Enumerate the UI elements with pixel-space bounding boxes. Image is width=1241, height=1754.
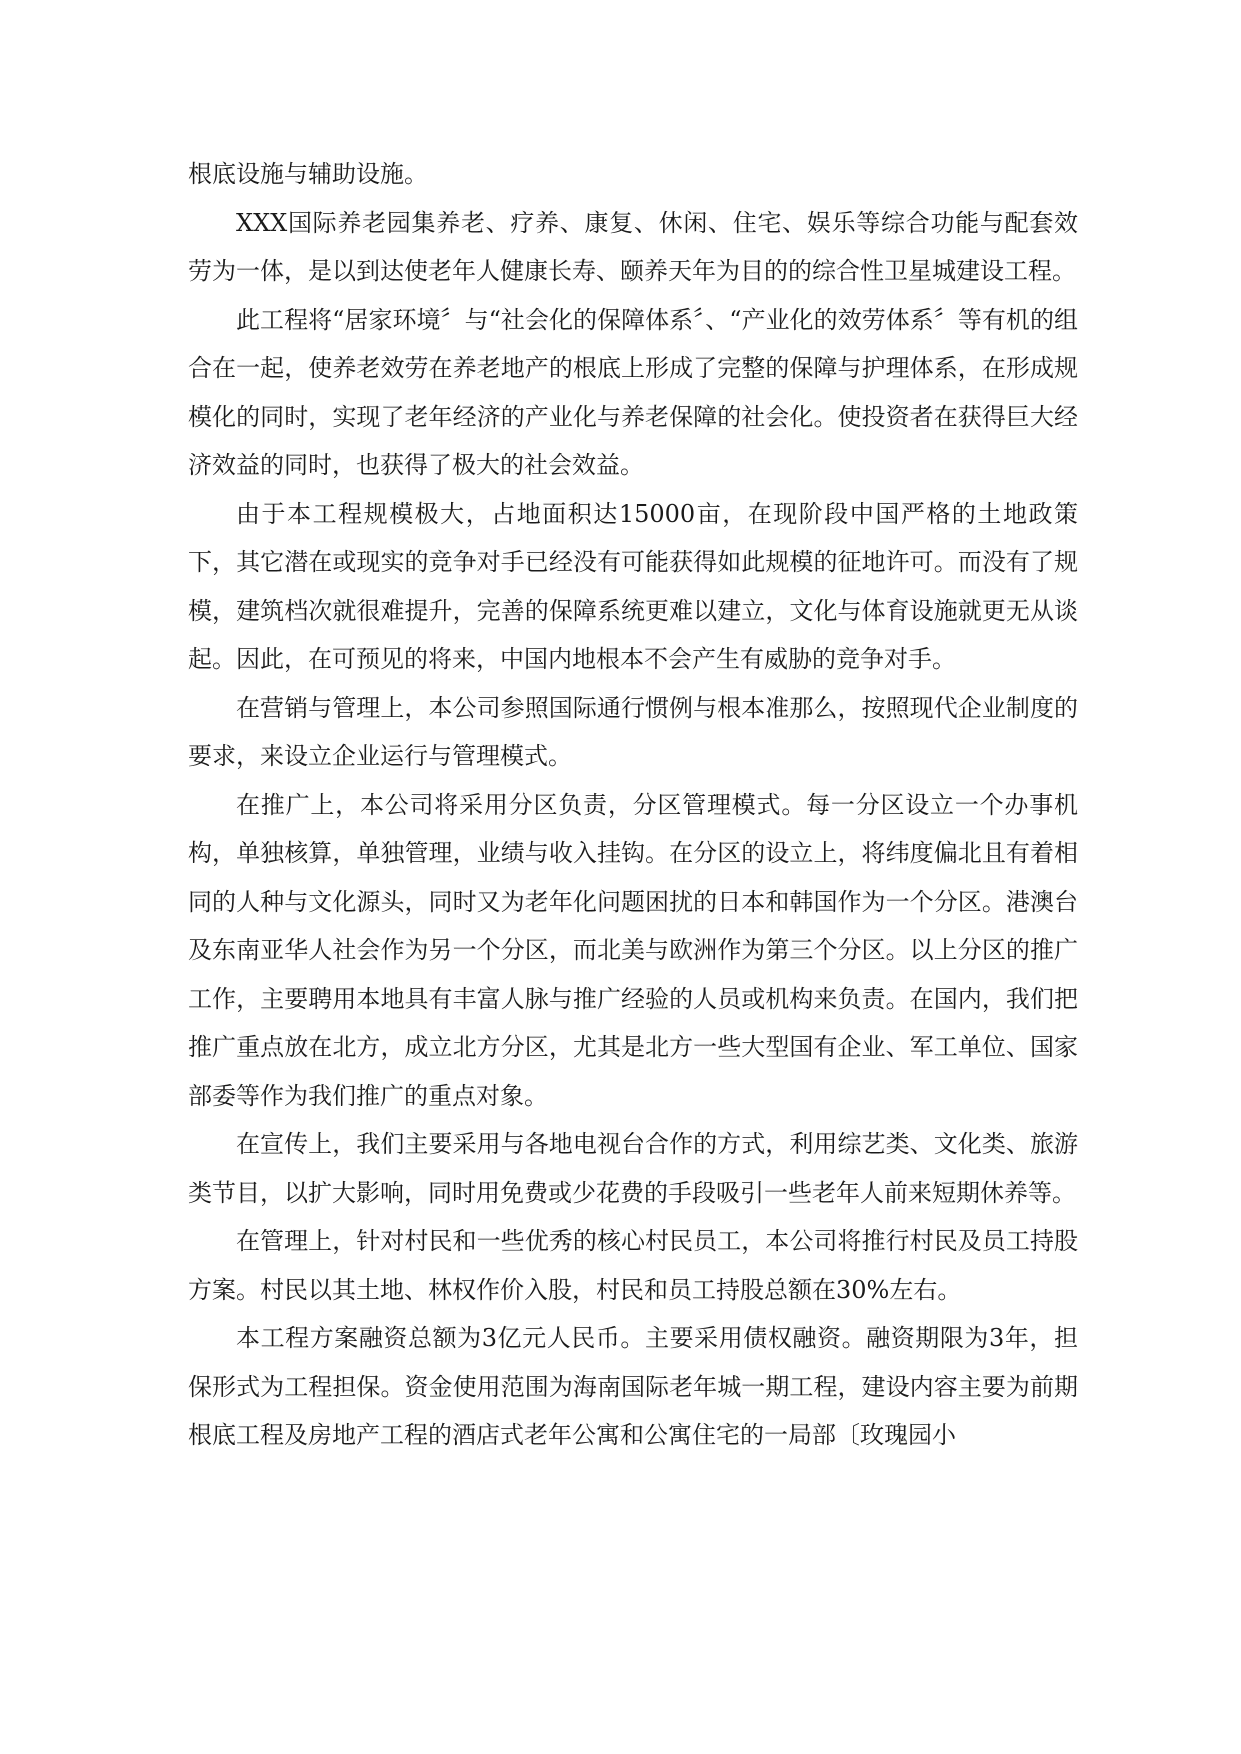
paragraph-3: 此工程将“居家环境〞与“社会化的保障体系〞、“产业化的效劳体系〞等有机的组合在一起，使养老效劳在养老地产的根底上形成了完整的保障与护理体系，在形成规模化的同时，实现了老年经济的产业化与养老保障的社会化。使投资者在获得巨大经济效益的同时，也获得了极大的社会效益。 [188, 305, 1078, 479]
document-body [188, 150, 1078, 1460]
paragraph-9: 本工程方案融资总额为3亿元人民币。主要采用债权融资。融资期限为3年，担保形式为工程担保。资金使用范围为海南国际老年城一期工程，建设内容主要为前期根底工程及房地产工程的酒店式老年公寓和公寓住宅的一局部〔玫瑰园小 [188, 1324, 1078, 1449]
paragraph-7: 在宣传上，我们主要采用与各地电视台合作的方式，利用综艺类、文化类、旅游类节目，以扩大影响，同时用免费或少花费的手段吸引一些老年人前来短期休养等。 [188, 1130, 1078, 1207]
paragraph-5: 在营销与管理上，本公司参照国际通行惯例与根本准那么，按照现代企业制度的要求，来设立企业运行与管理模式。 [188, 693, 1078, 770]
paragraph-8: 在管理上，针对村民和一些优秀的核心村民员工，本公司将推行村民及员工持股方案。村民以其土地、林权作价入股，村民和员工持股总额在30%左右。 [188, 1227, 1078, 1304]
paragraph-2: XXX国际养老园集养老、疗养、康复、休闲、住宅、娱乐等综合功能与配套效劳为一体，是以到达使老年人健康长寿、颐养天年为目的的综合性卫星城建设工程。 [188, 208, 1078, 285]
paragraph-4: 由于本工程规模极大，占地面积达15000亩，在现阶段中国严格的土地政策下，其它潜在或现实的竞争对手已经没有可能获得如此规模的征地许可。而没有了规模，建筑档次就很难提升，完善的保障系统更难以建立，文化与体育设施就更无从谈起。因此，在可预见的将来，中国内地根本不会产生有威胁的竞争对手。 [188, 499, 1078, 673]
paragraph-1: 根底设施与辅助设施。 [188, 160, 428, 188]
paragraph-6: 在推广上，本公司将采用分区负责，分区管理模式。每一分区设立一个办事机构，单独核算，单独管理，业绩与收入挂钩。在分区的设立上，将纬度偏北且有着相同的人种与文化源头，同时又为老年化问题困扰的日本和韩国作为一个分区。港澳台及东南亚华人社会作为另一个分区，而北美与欧洲作为第三个分区。以上分区的推广工作，主要聘用本地具有丰富人脉与推广经验的人员或机构来负责。在国内，我们把推广重点放在北方，成立北方分区，尤其是北方一些大型国有企业、军工单位、国家部委等作为我们推广的重点对象。 [188, 790, 1078, 1110]
